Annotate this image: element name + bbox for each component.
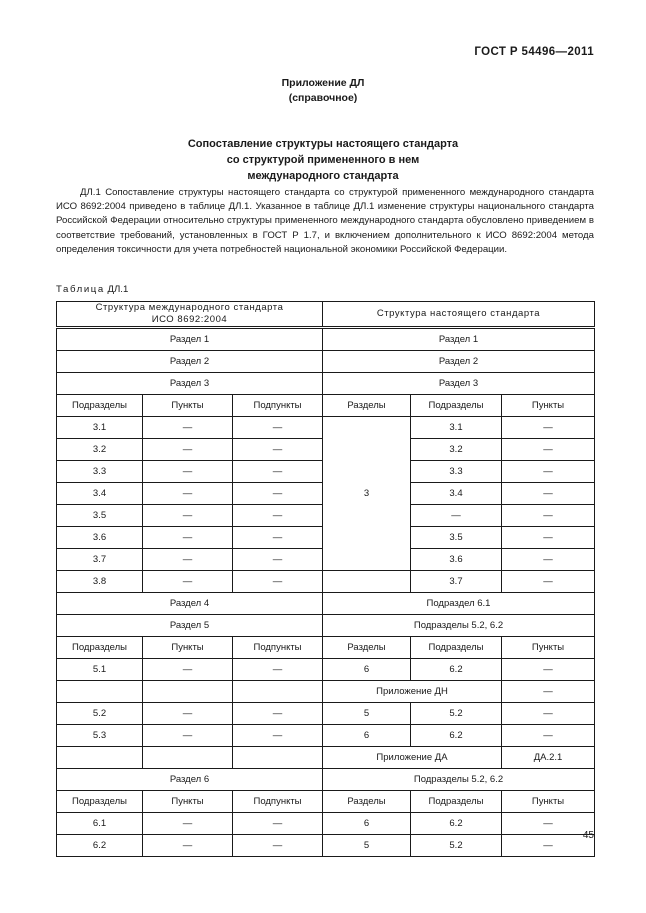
cell-right-punkt: —: [502, 549, 595, 571]
intro-paragraph: ДЛ.1 Сопоставление структуры настоящего стандарта со структурой примененного международного стандарта ИСО 8692:2004 приведено в таблице ДЛ.1. Указанное в таблице ДЛ.1 изменение структуры национального стандарта Российской Федерации относительно структуры примененного международного стандарта обусловлено приведением в соответствие требований, установленных в ГОСТ Р 1.7, и включением дополнительного к ИСО 8692:2004 метода определения токсичности для учета потребностей национальной экономики Российской Федерации.: [56, 187, 594, 255]
table-row: [57, 835, 595, 857]
subhead-right-subrazdely: Подразделы: [411, 637, 502, 659]
cell-left-punkt: —: [143, 549, 233, 571]
subhead-left-subrazdely: Подразделы: [57, 791, 143, 813]
table-row: [57, 373, 595, 395]
page-title-line-2: со структурой примененного в нем: [226, 154, 420, 166]
table-row: [57, 615, 595, 637]
cell-left-podpunkt-empty: [233, 747, 323, 769]
table-subheader-row: [57, 395, 595, 417]
cell-right-razdel: 6: [323, 813, 411, 835]
header-cell-national: Структура настоящего стандарта: [323, 302, 595, 328]
cell-left-razdel1: Раздел 1: [57, 328, 323, 351]
cell-left-razdel5: Раздел 5: [57, 615, 323, 637]
page-number: 45: [582, 830, 594, 841]
subhead-left-punkty: Пункты: [143, 395, 233, 417]
cell-right-punkt: —: [502, 835, 595, 857]
subhead-right-subrazdely: Подразделы: [411, 395, 502, 417]
cell-right-punkt: —: [502, 461, 595, 483]
cell-left-podpunkt: —: [233, 725, 323, 747]
subhead-right-punkty: Пункты: [502, 395, 595, 417]
cell-right-razdel-span: 3: [323, 417, 411, 571]
cell-right-razdel2: Раздел 2: [323, 351, 595, 373]
cell-right-sub: 6.2: [411, 659, 502, 681]
cell-right-sub: 3.4: [411, 483, 502, 505]
table-row: [57, 593, 595, 615]
cell-right-punkt: —: [502, 703, 595, 725]
cell-left-razdel4: Раздел 4: [57, 593, 323, 615]
table-row: [57, 351, 595, 373]
cell-left-sub: 3.1: [57, 417, 143, 439]
table-row: [57, 571, 595, 593]
cell-left-punkt: —: [143, 461, 233, 483]
cell-right-razdel: 5: [323, 835, 411, 857]
cell-right-punkt: —: [502, 417, 595, 439]
cell-left-sub: 3.8: [57, 571, 143, 593]
table-row: [57, 659, 595, 681]
cell-left-punkt: —: [143, 439, 233, 461]
cell-left-podpunkt-empty: [233, 681, 323, 703]
cell-left-podpunkt: —: [233, 417, 323, 439]
header-intl-line1: Структура международного стандарта: [95, 302, 284, 313]
cell-right-punkt: —: [502, 483, 595, 505]
cell-left-podpunkt: —: [233, 703, 323, 725]
cell-right-razdel4: Подраздел 6.1: [323, 593, 595, 615]
table-subheader-row: [57, 637, 595, 659]
subhead-left-podpunkty: Подпункты: [233, 637, 323, 659]
cell-right-sub: 3.5: [411, 527, 502, 549]
cell-left-sub: 3.4: [57, 483, 143, 505]
page-title: [0, 136, 646, 184]
cell-left-sub: 6.1: [57, 813, 143, 835]
table-caption: [56, 284, 128, 295]
table-row: [57, 769, 595, 791]
cell-left-punkt: —: [143, 703, 233, 725]
cell-right-razdel: 6: [323, 659, 411, 681]
cell-left-sub: 6.2: [57, 835, 143, 857]
table-row: [57, 747, 595, 769]
table-row: [57, 328, 595, 351]
subhead-left-punkty: Пункты: [143, 637, 233, 659]
cell-left-podpunkt: —: [233, 505, 323, 527]
standard-reference-header: ГОСТ Р 54496—2011: [474, 46, 594, 58]
table-caption-prefix: Таблица: [56, 284, 105, 295]
cell-right-punkt: —: [502, 659, 595, 681]
cell-left-punkt-empty: [143, 681, 233, 703]
subhead-left-subrazdely: Подразделы: [57, 395, 143, 417]
cell-right-razdel1: Раздел 1: [323, 328, 595, 351]
cell-left-punkt: —: [143, 659, 233, 681]
cell-left-podpunkt: —: [233, 483, 323, 505]
cell-left-podpunkt: —: [233, 527, 323, 549]
annex-label: Приложение ДЛ: [281, 77, 365, 89]
cell-left-punkt: —: [143, 527, 233, 549]
cell-left-podpunkt: —: [233, 571, 323, 593]
cell-right-punkt: —: [502, 439, 595, 461]
cell-left-punkt: —: [143, 813, 233, 835]
cell-left-sub: 3.3: [57, 461, 143, 483]
cell-left-sub: 5.1: [57, 659, 143, 681]
cell-right-sub: 5.2: [411, 703, 502, 725]
subhead-right-subrazdely: Подразделы: [411, 791, 502, 813]
cell-right-annex-da: Приложение ДА: [323, 747, 502, 769]
cell-right-sub: 5.2: [411, 835, 502, 857]
cell-right-punkt: —: [502, 681, 595, 703]
subhead-right-razdely: Разделы: [323, 637, 411, 659]
cell-left-punkt: —: [143, 417, 233, 439]
cell-left-razdel2: Раздел 2: [57, 351, 323, 373]
cell-left-podpunkt: —: [233, 659, 323, 681]
cell-right-razdel6: Подразделы 5.2, 6.2: [323, 769, 595, 791]
table-subheader-row: [57, 791, 595, 813]
cell-right-sub: —: [411, 505, 502, 527]
table-row: [57, 417, 595, 439]
cell-right-punkt: —: [502, 725, 595, 747]
cell-right-punkt: —: [502, 505, 595, 527]
cell-left-podpunkt: —: [233, 813, 323, 835]
cell-left-punkt: —: [143, 835, 233, 857]
cell-right-sub: 6.2: [411, 725, 502, 747]
cell-left-sub-empty: [57, 747, 143, 769]
cell-right-sub: 6.2: [411, 813, 502, 835]
cell-left-punkt: —: [143, 571, 233, 593]
table-row: [57, 681, 595, 703]
page-title-line-3: международного стандарта: [247, 170, 399, 182]
cell-left-punkt: —: [143, 483, 233, 505]
cell-right-razdel3: Раздел 3: [323, 373, 595, 395]
subhead-left-podpunkty: Подпункты: [233, 395, 323, 417]
cell-right-sub: 3.3: [411, 461, 502, 483]
cell-left-sub: 5.2: [57, 703, 143, 725]
cell-left-razdel3: Раздел 3: [57, 373, 323, 395]
cell-right-punkt: —: [502, 813, 595, 835]
cell-right-punkt: ДА.2.1: [502, 747, 595, 769]
table-row: [57, 725, 595, 747]
cell-left-sub-empty: [57, 681, 143, 703]
header-intl-line2: ИСО 8692:2004: [151, 314, 228, 325]
annex-kind: (справочное): [288, 92, 358, 104]
cell-right-razdel: 5: [323, 703, 411, 725]
page-title-line-1: Сопоставление структуры настоящего стандарта: [187, 138, 459, 150]
cell-left-sub: 3.5: [57, 505, 143, 527]
table-caption-number: ДЛ.1: [107, 284, 129, 295]
cell-right-sub: 3.2: [411, 439, 502, 461]
cell-left-sub: 5.3: [57, 725, 143, 747]
subhead-right-punkty: Пункты: [502, 791, 595, 813]
subhead-left-podpunkty: Подпункты: [233, 791, 323, 813]
cell-left-razdel6: Раздел 6: [57, 769, 323, 791]
cell-right-punkt: —: [502, 571, 595, 593]
cell-left-podpunkt: —: [233, 835, 323, 857]
table-row: [57, 703, 595, 725]
subhead-right-razdely: Разделы: [323, 395, 411, 417]
cell-right-punkt: —: [502, 527, 595, 549]
cell-left-podpunkt: —: [233, 549, 323, 571]
cell-left-sub: 3.7: [57, 549, 143, 571]
cell-left-punkt: —: [143, 725, 233, 747]
comparison-table: [56, 301, 595, 857]
table-row: [57, 813, 595, 835]
cell-right-razdel-empty: [323, 571, 411, 593]
cell-right-annex-dn: Приложение ДН: [323, 681, 502, 703]
subhead-left-punkty: Пункты: [143, 791, 233, 813]
subhead-right-punkty: Пункты: [502, 637, 595, 659]
cell-right-razdel5: Подразделы 5.2, 6.2: [323, 615, 595, 637]
subhead-left-subrazdely: Подразделы: [57, 637, 143, 659]
table-header-row: [57, 302, 595, 328]
cell-right-sub: 3.6: [411, 549, 502, 571]
annex-heading-block: [0, 76, 646, 106]
comparison-table-wrapper: [56, 301, 594, 857]
subhead-right-razdely: Разделы: [323, 791, 411, 813]
cell-right-razdel: 6: [323, 725, 411, 747]
header-cell-international: [57, 302, 323, 328]
cell-left-podpunkt: —: [233, 439, 323, 461]
cell-left-sub: 3.2: [57, 439, 143, 461]
cell-right-sub: 3.1: [411, 417, 502, 439]
cell-right-sub: 3.7: [411, 571, 502, 593]
cell-left-podpunkt: —: [233, 461, 323, 483]
cell-left-sub: 3.6: [57, 527, 143, 549]
cell-left-punkt: —: [143, 505, 233, 527]
cell-left-punkt-empty: [143, 747, 233, 769]
